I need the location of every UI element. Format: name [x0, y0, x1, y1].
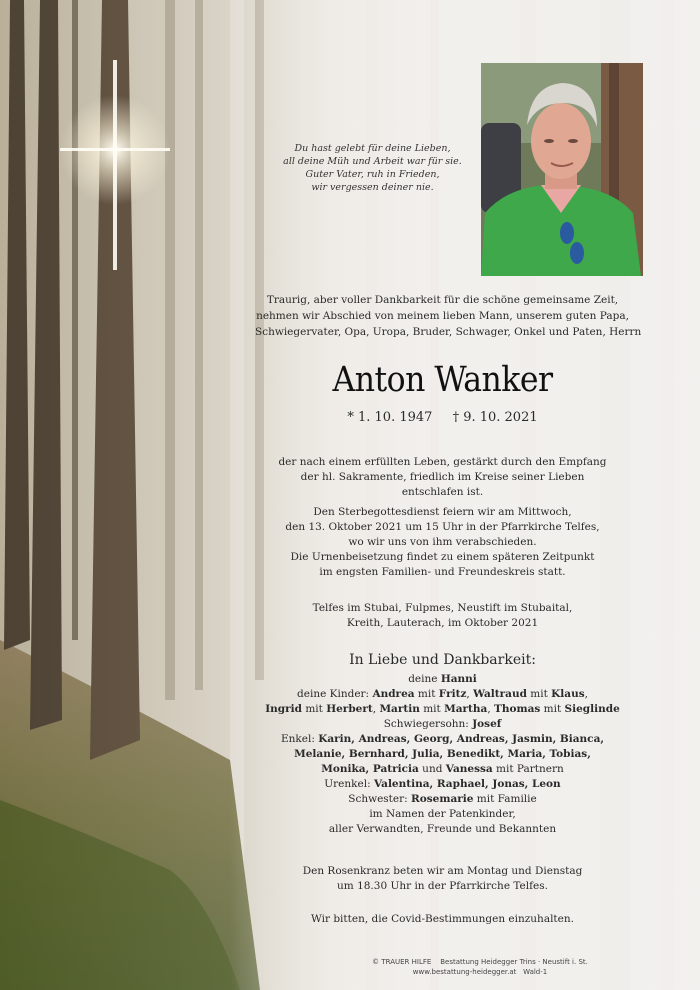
family-line [255, 762, 630, 777]
family-text: aller Verwandten, Freunde und Bekannten [328, 823, 557, 835]
family-member-name: Josef [472, 718, 502, 730]
passing-text [255, 455, 630, 500]
family-line [255, 702, 630, 717]
family-member-name: Herbert [326, 703, 373, 715]
family-line [255, 672, 630, 687]
rosary-text [255, 864, 630, 894]
family-line [255, 747, 630, 762]
family-text: mit [414, 688, 439, 700]
family-member-name: Rosemarie [411, 793, 474, 805]
family-line [255, 807, 630, 822]
family-member-name: Monika, Patricia [321, 763, 419, 775]
family-text: , [466, 688, 474, 700]
family-member-name: Valentina, Raphael, Jonas, Leon [373, 778, 561, 790]
family-line [255, 822, 630, 837]
text-line: der hl. Sakramente, friedlich im Kreise seiner Lieben [300, 471, 585, 483]
family-member-name: Andrea [372, 688, 415, 700]
text-line: Den Sterbegottesdienst feiern wir am Mittwoch, [313, 506, 572, 518]
family-list [255, 672, 630, 837]
family-text: , [372, 703, 380, 715]
poem-line: Du hast gelebt für deine Lieben, [294, 143, 451, 154]
intro-line: Schwiegervater, Opa, Uropa, Bruder, Schwager, Onkel und Paten, Herrn [255, 326, 642, 338]
family-member-name: Karin, Andreas, Georg, Andreas, Jasmin, Bianca, [318, 733, 605, 745]
birth-date: * 1. 10. 1947 [347, 410, 433, 425]
poem-line: Guter Vater, ruh in Frieden, [305, 169, 440, 180]
text-line: Kreith, Lauterach, im Oktober 2021 [346, 617, 539, 629]
poem-line: wir vergessen deiner nie. [311, 182, 434, 193]
family-member-name: Klaus [551, 688, 585, 700]
family-text: und [418, 763, 446, 775]
family-member-name: Sieglinde [564, 703, 620, 715]
text-line: um 18.30 Uhr in der Pfarrkirche Telfes. [337, 880, 548, 892]
funeral-logo: © TRAUER HILFE [372, 958, 432, 966]
footer [330, 957, 630, 977]
poem-line: all deine Müh und Arbeit war für sie. [283, 156, 462, 167]
funeral-company: Bestattung Heidegger Trins · Neustift i. St. [440, 958, 588, 966]
text-line: Den Rosenkranz beten wir am Montag und Dienstag [302, 865, 583, 877]
service-text [255, 505, 630, 580]
family-member-name: Thomas [494, 703, 541, 715]
family-text: mit [419, 703, 445, 715]
family-text: deine Kinder: [297, 688, 373, 700]
covid-note: Wir bitten, die Covid-Bestimmungen einzuhalten. [311, 913, 574, 925]
family-member-name: Martha [444, 703, 488, 715]
family-heading: In Liebe und Dankbarkeit: [349, 652, 536, 668]
deceased-name: Anton Wanker [332, 360, 553, 400]
family-line [255, 792, 630, 807]
family-text: mit [540, 703, 565, 715]
family-text: Urenkel: [324, 778, 374, 790]
family-text: Enkel: [280, 733, 319, 745]
family-text: , [584, 688, 588, 700]
family-member-name: Waltraud [473, 688, 527, 700]
intro-line: nehmen wir Abschied von meinem lieben Mann, unserem guten Papa, [256, 310, 629, 322]
text-line: Die Urnenbeisetzung findet zu einem späteren Zeitpunkt [290, 551, 595, 563]
family-member-name: Melanie, Bernhard, Julia, Benedikt, Maria, Tobias, [294, 748, 591, 760]
website-link[interactable]: www.bestattung-heidegger.at [412, 968, 517, 976]
portrait-photo [481, 63, 643, 276]
family-member-name: Fritz [438, 688, 467, 700]
family-text: mit Familie [473, 793, 537, 805]
text-line: Telfes im Stubai, Fulpmes, Neustift im Stubaital, [312, 602, 573, 614]
family-text: im Namen der Patenkinder, [369, 808, 516, 820]
text-line: entschlafen ist. [401, 486, 484, 498]
family-member-name: Hanni [440, 673, 477, 685]
family-text: mit Partnern [492, 763, 564, 775]
text-line: den 13. Oktober 2021 um 15 Uhr in der Pfarrkirche Telfes, [285, 521, 600, 533]
family-text: deine [408, 673, 441, 685]
family-text: mit [301, 703, 327, 715]
family-text: Schwester: [348, 793, 412, 805]
text-line: im engsten Familien- und Freundeskreis statt. [319, 566, 566, 578]
template-code: Wald-1 [523, 968, 548, 976]
poem [270, 142, 475, 194]
family-text: mit [526, 688, 552, 700]
family-line [255, 732, 630, 747]
family-member-name: Vanessa [445, 763, 493, 775]
places-text [255, 601, 630, 631]
text-line: der nach einem erfüllten Leben, gestärkt durch den Empfang [278, 456, 607, 468]
family-line [255, 717, 630, 732]
family-member-name: Ingrid [265, 703, 302, 715]
family-line [255, 777, 630, 792]
life-dates [255, 410, 630, 425]
intro-text [255, 292, 642, 340]
text-line: wo wir uns von ihm verabschieden. [348, 536, 537, 548]
family-text: , [487, 703, 495, 715]
family-member-name: Martin [379, 703, 420, 715]
family-text: Schwiegersohn: [383, 718, 473, 730]
family-line [255, 687, 630, 702]
intro-line: Traurig, aber voller Dankbarkeit für die schöne gemeinsame Zeit, [266, 294, 619, 306]
death-date: † 9. 10. 2021 [452, 410, 538, 425]
